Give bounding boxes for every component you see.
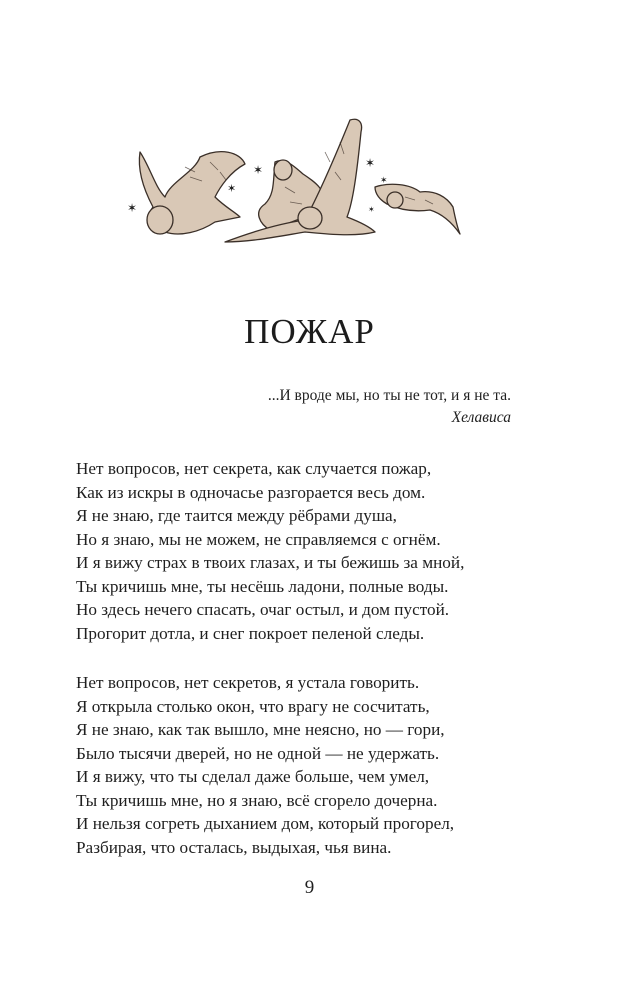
verse-line: Ты кричишь мне, но я знаю, всё сгорело дочерна. bbox=[76, 790, 438, 810]
verse-line: Как из искры в одночасье разгорается весь дом. bbox=[76, 482, 426, 502]
stanza-1 bbox=[76, 457, 464, 645]
stanza-2 bbox=[76, 671, 454, 859]
verse-line: Но здесь нечего спасать, очаг остыл, и дом пустой. bbox=[76, 600, 450, 619]
svg-text:✶: ✶ bbox=[365, 156, 376, 170]
svg-text:✶: ✶ bbox=[253, 163, 264, 177]
verse-line: И нельзя согреть дыханием дом, который прогорел, bbox=[76, 814, 455, 833]
svg-text:✶: ✶ bbox=[227, 183, 237, 195]
verse-line: Нет вопросов, нет секрета, как случается пожар, bbox=[76, 459, 432, 478]
svg-text:✶: ✶ bbox=[127, 201, 138, 215]
svg-text:✶: ✶ bbox=[380, 175, 388, 185]
verse-line: Я не знаю, как так вышло, мне неясно, но — гори, bbox=[76, 720, 445, 739]
page-number: 9 bbox=[304, 877, 315, 898]
verse-line: Было тысячи дверей, но не одной — не удержать. bbox=[76, 743, 440, 763]
svg-text:✶: ✶ bbox=[368, 205, 375, 214]
verse-line: Я не знаю, где таится между рёбрами душа, bbox=[76, 506, 397, 525]
verse-line: Разбирая, что осталась, выдыхая, чья вина. bbox=[76, 837, 392, 857]
epigraph-text: ...И вроде мы, но ты не тот, и я не та. bbox=[267, 387, 511, 404]
verse-line: И я вижу страх в твоих глазах, и ты бежишь за мной, bbox=[76, 553, 465, 572]
epigraph-author: Хелависа bbox=[451, 409, 511, 426]
verse-line: Но я знаю, мы не можем, не справляемся с огнём. bbox=[76, 529, 441, 549]
owls-illustration bbox=[125, 112, 470, 252]
verse-line: Нет вопросов, нет секретов, я устала говорить. bbox=[76, 673, 420, 692]
verse-line: И я вижу, что ты сделал даже больше, чем умел, bbox=[76, 767, 430, 786]
owls-icon bbox=[125, 112, 470, 252]
verse-line: Прогорит дотла, и снег покроет пеленой следы. bbox=[76, 623, 425, 643]
epigraph bbox=[268, 385, 511, 429]
page-title: ПОЖАР bbox=[244, 312, 375, 351]
verse-line: Ты кричишь мне, ты несёшь ладони, полные воды. bbox=[76, 576, 449, 596]
verse-line: Я открыла столько окон, что врагу не сосчитать, bbox=[76, 696, 430, 716]
